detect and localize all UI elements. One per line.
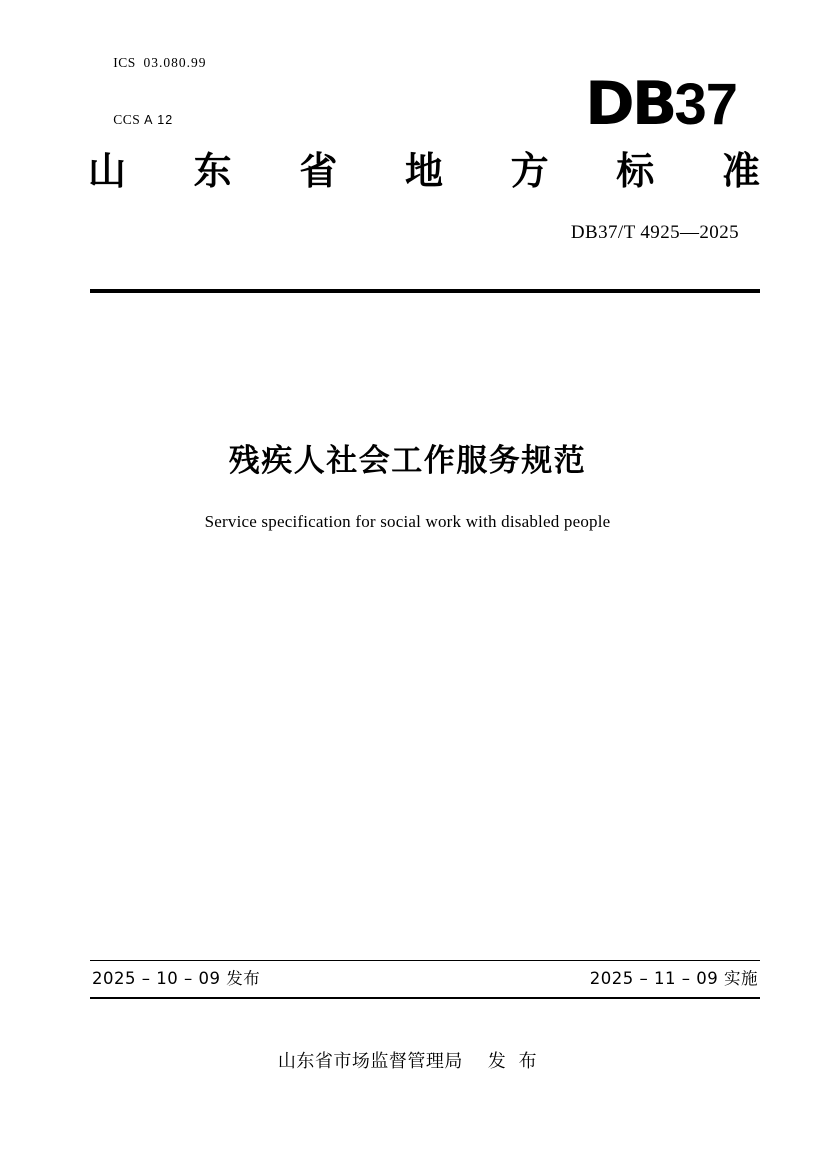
footer-divider-bottom: [90, 997, 760, 999]
province-char-5: 标: [616, 149, 655, 193]
province-char-6: 准: [721, 149, 760, 193]
standard-number: DB37/T 4925—2025: [570, 222, 739, 243]
issue-date: 2025 – 10 – 09 发布: [92, 969, 261, 988]
province-char-0: 山: [88, 149, 127, 193]
ccs-label: CCS: [113, 112, 141, 127]
date-row: [92, 965, 758, 989]
publisher-line: 山东省市场监督管理局 发 布: [277, 1051, 538, 1072]
document-title-english: Service specification for social work with disabled people: [204, 512, 611, 531]
effective-date: 2025 – 11 – 09 实施: [589, 969, 758, 988]
classification-block: [90, 34, 207, 149]
province-standard-title: [88, 148, 760, 194]
db-logo-prefix: DB: [584, 69, 675, 139]
document-title-chinese: 残疾人社会工作服务规范: [228, 443, 587, 479]
footer-divider-top: [90, 960, 760, 961]
ccs-row: [90, 91, 207, 149]
ics-label: ICS: [113, 55, 136, 70]
province-char-1: 东: [193, 149, 232, 193]
ics-row: [90, 34, 207, 91]
province-char-3: 地: [404, 149, 443, 193]
province-char-2: 省: [299, 149, 338, 193]
db-logo-number: 37: [674, 72, 737, 137]
db37-logo: [584, 69, 737, 139]
province-char-4: 方: [510, 149, 549, 193]
ccs-value: A 12: [144, 113, 174, 127]
ics-value: 03.080.99: [143, 55, 207, 70]
header-divider: [90, 289, 760, 293]
